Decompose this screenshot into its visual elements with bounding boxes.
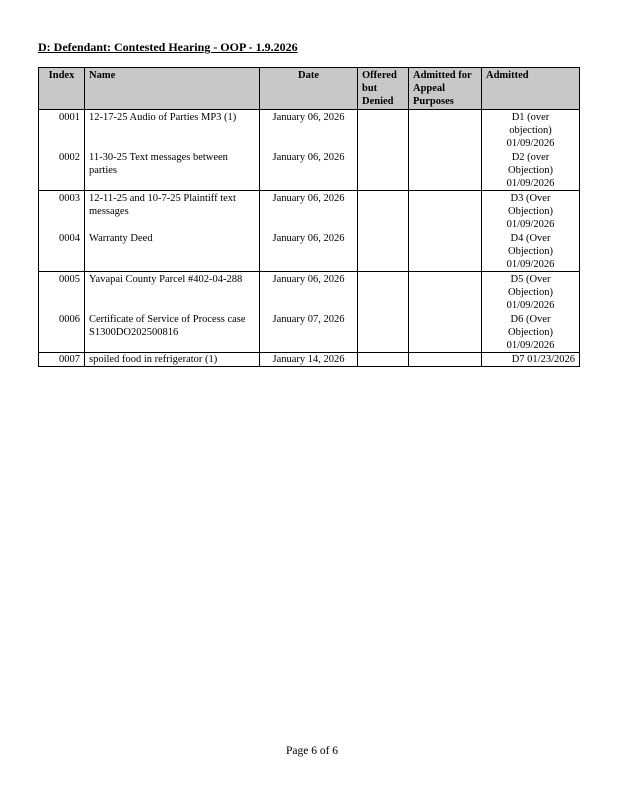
- admitted-line: D7 01/23/2026: [511, 354, 575, 365]
- row-index: 0006: [39, 312, 85, 353]
- row-index: 0003: [39, 191, 85, 232]
- admitted-line: Objection): [508, 206, 553, 217]
- row-name: Certificate of Service of Process case S1300DO202500816: [85, 312, 260, 353]
- admitted-line: D6 (Over: [510, 314, 551, 325]
- section-title: D: Defendant: Contested Hearing - OOP - 1.9.2026: [38, 40, 298, 54]
- row-name: 12-11-25 and 10-7-25 Plaintiff text messages: [85, 191, 260, 232]
- admitted-line: D5 (Over: [510, 274, 551, 285]
- admitted-line: 01/09/2026: [506, 259, 555, 270]
- column-header-admitted-appeal: Admitted for Appeal Purposes: [409, 68, 482, 110]
- row-date: January 06, 2026: [260, 150, 358, 191]
- row-date: January 07, 2026: [260, 312, 358, 353]
- row-admitted-appeal: [409, 353, 482, 367]
- row-admitted-appeal: [409, 191, 482, 232]
- admitted-line: Objection): [508, 287, 553, 298]
- row-name: Warranty Deed: [85, 231, 260, 272]
- row-index: 0004: [39, 231, 85, 272]
- row-offered-denied: [358, 353, 409, 367]
- page-number: Page 6 of 6: [285, 745, 339, 757]
- row-admitted-appeal: [409, 150, 482, 191]
- row-date: January 14, 2026: [260, 353, 358, 367]
- row-admitted: [482, 191, 580, 232]
- table-row: [39, 150, 580, 191]
- admitted-line: objection): [509, 125, 552, 136]
- row-index: 0005: [39, 272, 85, 313]
- admitted-line: Objection): [508, 246, 553, 257]
- row-admitted-appeal: [409, 312, 482, 353]
- row-admitted: [482, 353, 580, 367]
- row-name: spoiled food in refrigerator (1): [85, 353, 260, 367]
- admitted-line: D4 (Over: [510, 233, 551, 244]
- admitted-line: 01/09/2026: [506, 300, 555, 311]
- row-offered-denied: [358, 110, 409, 151]
- table-row: [39, 231, 580, 272]
- table-row: [39, 110, 580, 151]
- row-offered-denied: [358, 312, 409, 353]
- row-admitted: [482, 272, 580, 313]
- row-index: 0002: [39, 150, 85, 191]
- admitted-line: D3 (Over: [510, 193, 551, 204]
- row-admitted-appeal: [409, 231, 482, 272]
- table-row: [39, 312, 580, 353]
- admitted-line: 01/09/2026: [506, 138, 555, 149]
- admitted-line: 01/09/2026: [506, 219, 555, 230]
- row-offered-denied: [358, 272, 409, 313]
- row-name: Yavapai County Parcel #402-04-288: [85, 272, 260, 313]
- row-admitted: [482, 150, 580, 191]
- row-admitted: [482, 110, 580, 151]
- row-offered-denied: [358, 231, 409, 272]
- row-index: 0007: [39, 353, 85, 367]
- column-header-offered-denied: Offered but Denied: [358, 68, 409, 110]
- row-admitted: [482, 312, 580, 353]
- row-offered-denied: [358, 191, 409, 232]
- row-name: 11-30-25 Text messages between parties: [85, 150, 260, 191]
- row-date: January 06, 2026: [260, 110, 358, 151]
- row-offered-denied: [358, 150, 409, 191]
- row-admitted-appeal: [409, 272, 482, 313]
- row-date: January 06, 2026: [260, 272, 358, 313]
- row-admitted-appeal: [409, 110, 482, 151]
- column-header-index: Index: [39, 68, 85, 110]
- row-admitted: [482, 231, 580, 272]
- column-header-name: Name: [85, 68, 260, 110]
- row-date: January 06, 2026: [260, 191, 358, 232]
- admitted-line: Objection): [508, 327, 553, 338]
- admitted-line: D1 (over: [511, 112, 550, 123]
- column-header-date: Date: [260, 68, 358, 110]
- admitted-line: 01/09/2026: [506, 178, 555, 189]
- admitted-line: D2 (over: [511, 152, 550, 163]
- admitted-line: 01/09/2026: [506, 340, 555, 351]
- table-row: [39, 272, 580, 313]
- admitted-line: Objection): [508, 165, 553, 176]
- column-header-admitted: Admitted: [482, 68, 580, 110]
- exhibit-table: [38, 67, 580, 367]
- table-header-row: [39, 68, 580, 110]
- row-name: 12-17-25 Audio of Parties MP3 (1): [85, 110, 260, 151]
- row-index: 0001: [39, 110, 85, 151]
- row-date: January 06, 2026: [260, 231, 358, 272]
- table-row: [39, 191, 580, 232]
- table-row: [39, 353, 580, 367]
